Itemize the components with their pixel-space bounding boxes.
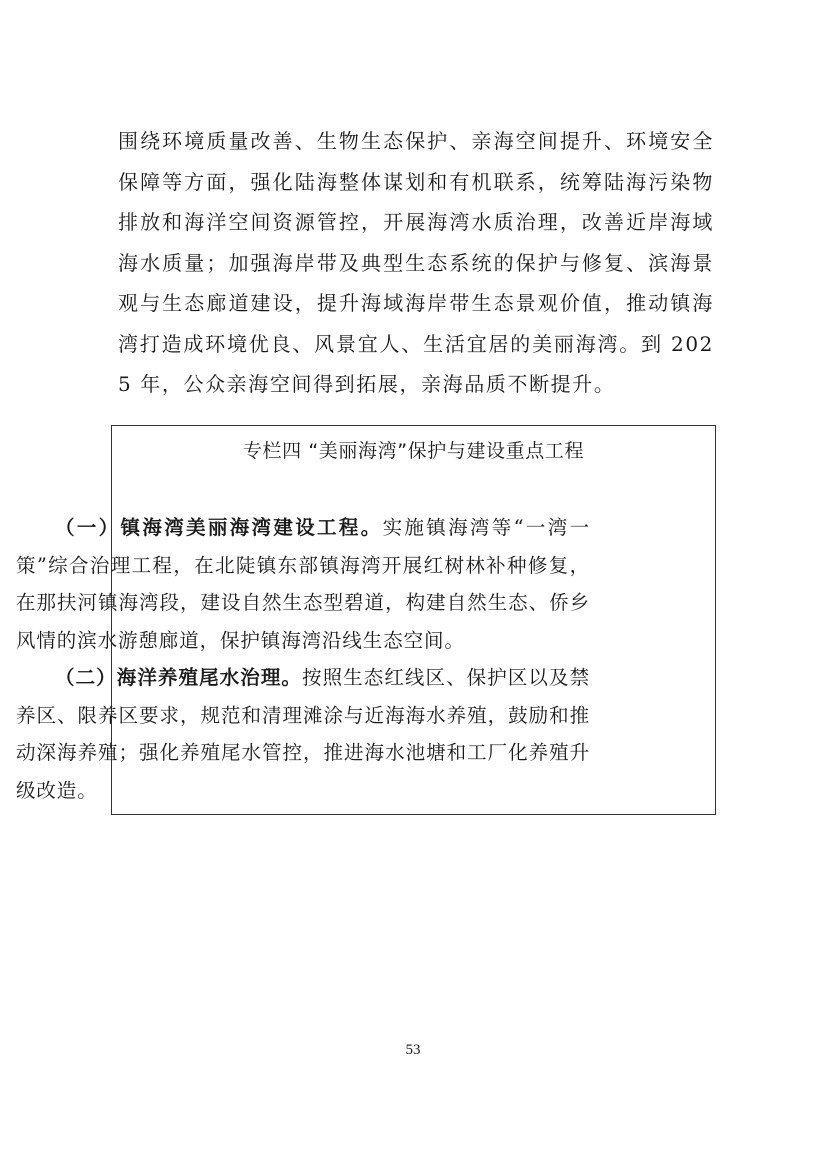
box-item-2-body: 按照生态红线区、保护区以及禁养区、限养区要求，规范和清理滩涂与近海海水养殖，鼓励和推动深海养殖；强化养殖尾水管控，推进海水池塘和工厂化养殖升级改造。 [16, 666, 590, 802]
box-item-1-body: 实施镇海湾等“一湾一策”综合治理工程，在北陡镇东部镇海湾开展红树林补种修复，在那扶河镇海湾段，建设自然生态型碧道，构建自然生态、侨乡风情的滨水游憩廊道，保护镇海湾沿线生态空间。 [16, 516, 590, 652]
box-title: 专栏四 “美丽海湾”保护与建设重点工程 [242, 440, 585, 462]
box-item-2-heading: （二）海洋养殖尾水治理。 [55, 666, 302, 689]
page-number: 53 [405, 1042, 421, 1058]
box-item-1-heading: （一）镇海湾美丽海湾建设工程。 [55, 516, 383, 539]
box-item-2 [16, 659, 590, 809]
intro-paragraph: 围绕环境质量改善、生物生态保护、亲海空间提升、环境安全保障等方面，强化陆海整体谋划和有机联系，统筹陆海污染物排放和海洋空间资源管控，开展海湾水质治理，改善近岸海域海水质量；加强海岸带及典型生态系统的保护与修复、滨海景观与生态廊道建设，提升海域海岸带生态景观价值，推动镇海湾打造成环境优良、风景宜人、生活宜居的美丽海湾。到 2025 年，公众亲海空间得到拓展，亲海品质不断提升。 [118, 129, 714, 396]
box-item-1 [16, 509, 590, 659]
